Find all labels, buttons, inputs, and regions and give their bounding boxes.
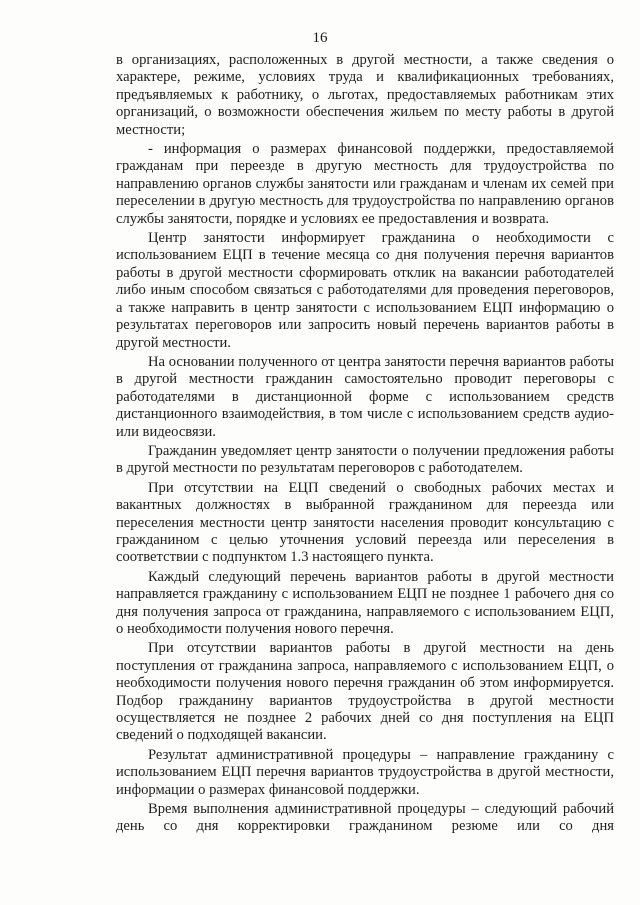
paragraph-citizen-notifies: Гражданин уведомляет центр занятости о получении предложения работы в другой местности по результатам переговоров с работодателем. [116,442,614,477]
paragraph-financial-support-info: - информация о размерах финансовой поддержки, предоставляемой гражданам при переезде в другую местность для трудоустройства по направлению органов службы занятости или гражданам и членам их семей при переселении в другую местность для трудоустройства по направлению органов службы занятости, порядке и условиях ее предоставления и возврата. [116,141,614,227]
document-body [116,52,614,838]
paragraph-next-list: Каждый следующий перечень вариантов работы в другой местности направляется гражданину с использованием ЕЦП не позднее 1 рабочего дня со дня получения запроса от гражданина, направляемого с использованием ЕЦП, о необходимости получения нового перечня. [116,568,614,637]
page-number: 16 [312,30,328,46]
paragraph-no-vacancies: При отсутствии на ЕЦП сведений о свободных рабочих местах и вакантных должностях в выбранной гражданином для переезда или переселения местности центр занятости населения проводит консультацию с гражданином с целью уточнения условий переезда или переселения в соответствии с подпунктом 1.3 настоящего пункта. [116,479,614,566]
paragraph-procedure-result: Результат административной процедуры – направление гражданину с использованием ЕЦП перечня вариантов трудоустройства в другой местности, информации о размерах финансовой поддержки. [116,746,614,798]
paragraph-negotiations: На основании полученного от центра занятости перечня вариантов работы в другой местности гражданин самостоятельно проводит переговоры с работодателями в дистанционной форме с использованием средств дистанционного взаимодействия, в том числе с использованием средств аудио- или видеосвязи. [116,353,614,440]
paragraph-no-options: При отсутствии вариантов работы в другой местности на день поступления от гражданина запроса, направляемого с использованием ЕЦП, о необходимости получения нового перечня гражданин об этом информируется. Подбор гражданину вариантов трудоустройства в другой местности осуществляется не позднее 2 рабочих дней со дня поступления на ЕЦП сведений о подходящей вакансии. [116,640,614,744]
paragraph-procedure-time: Время выполнения административной процедуры – следующий рабочий день со дня корректировки гражданином резюме или со дня [116,801,614,835]
paragraph-organizations-info: в организациях, расположенных в другой местности, а также сведения о характере, режиме, условиях труда и квалификационных требованиях, предъявляемых к работнику, о льготах, предоставляемых работникам этих организаций, о возможности обеспечения жильем по месту работы в другой местности; [116,52,614,138]
paragraph-center-informs: Центр занятости информирует гражданина о необходимости с использованием ЕЦП в течение месяца со дня получения перечня вариантов работы в другой местности сформировать отклик на вакансии работодателей либо иным способом связаться с работодателями для проведения переговоров, а также направить в центр занятости с использованием ЕЦП информацию о результатах переговоров или запросить новый перечень вариантов работы в другой местности. [116,230,614,351]
